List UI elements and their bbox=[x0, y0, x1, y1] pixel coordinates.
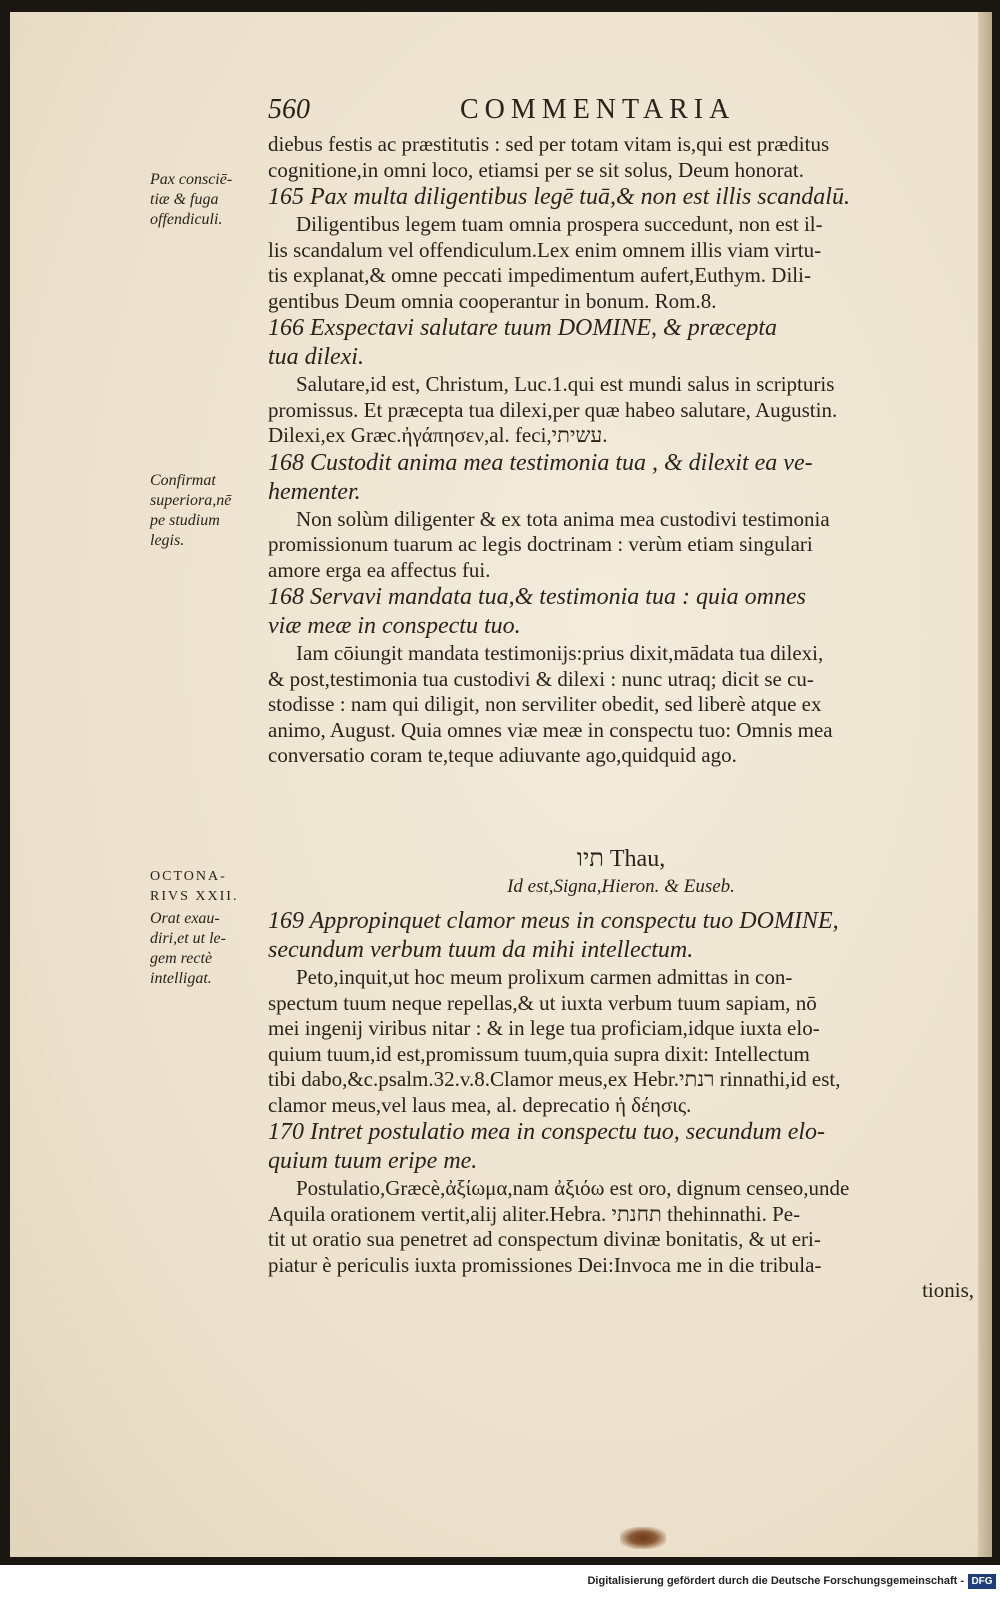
verse-line: hementer. bbox=[268, 478, 361, 505]
text-line: Postulatio,Græcè,ἀξίωμα,nam ἀξιόω est oro, dignum censeo,unde bbox=[296, 1176, 850, 1200]
body-text-block-2 bbox=[268, 907, 974, 1304]
margin-note-line: offendiculi. bbox=[150, 211, 223, 228]
text-line: animo, August. Quia omnes viæ meæ in conspectu tuo: Omnis mea bbox=[268, 717, 833, 742]
text-line: & post,testimonia tua custodivi & dilexi : nunc utraq; dicit se cu- bbox=[268, 666, 814, 691]
text-line: Peto,inquit,ut hoc meum prolixum carmen admittas in con- bbox=[296, 965, 793, 989]
margin-note-line: gem rectè bbox=[150, 950, 213, 967]
section-title: תיו Thau, bbox=[576, 846, 666, 872]
verse-line: secundum verbum tuum da mihi intellectum. bbox=[268, 937, 694, 963]
verse-line: 168 Custodit anima mea testimonia tua , & dilexit ea ve- bbox=[268, 449, 813, 476]
text-line: Diligentibus legem tuam omnia prospera succedunt, non est il- bbox=[296, 212, 823, 236]
margin-note-pax bbox=[150, 170, 268, 230]
text-line: cognitione,in omni loco, etiamsi per se sit solus, Deum honorat. bbox=[268, 157, 805, 182]
margin-note-line: tiæ & fuga bbox=[150, 191, 219, 208]
margin-note-orat bbox=[150, 909, 268, 989]
text-line: tis explanat,& omne peccati impedimentum aufert,Euthym. Dili- bbox=[268, 263, 811, 287]
book-page bbox=[10, 12, 992, 1557]
text-line: diebus festis ac præstitutis : sed per totam vitam is,qui est præditus bbox=[268, 132, 830, 156]
margin-note-line: superiora,nē bbox=[150, 492, 232, 509]
text-line: gentibus Deum omnia cooperantur in bonum. Rom.8. bbox=[268, 288, 717, 313]
verse-line: 166 Exspectavi salutare tuum DOMINE, & præcepta bbox=[268, 315, 778, 341]
margin-note-confirmat bbox=[150, 471, 268, 551]
margin-note-line: Confirmat bbox=[150, 472, 216, 489]
verse-line: viæ meæ in conspectu tuo. bbox=[268, 613, 521, 639]
margin-note-line: Pax consciē- bbox=[150, 171, 233, 188]
text-line: Aquila orationem vertit,alij aliter.Hebra. תחנתי thehinnathi. Pe- bbox=[268, 1201, 801, 1226]
footer-bar bbox=[0, 1565, 1000, 1601]
margin-note-octonarius bbox=[150, 867, 268, 907]
verse-line: 168 Servavi mandata tua,& testimonia tua : quia omnes bbox=[268, 584, 806, 610]
page-edge bbox=[978, 12, 992, 1557]
margin-note-line: OCTONA- bbox=[150, 869, 227, 884]
text-line: piatur è periculis iuxta promissiones Dei:Invoca me in die tribula- bbox=[268, 1252, 822, 1277]
dfg-logo: DFG bbox=[968, 1574, 996, 1589]
text-line: Dilexi,ex Græc.ἠγάπησεν,al. feci,עשיתי. bbox=[268, 423, 608, 447]
text-line: amore erga ea affectus fui. bbox=[268, 557, 491, 582]
verse-line: 170 Intret postulatio mea in conspectu tuo, secundum elo- bbox=[268, 1119, 826, 1145]
text-line: lis scandalum vel offendiculum.Lex enim omnem illis viam virtu- bbox=[268, 237, 822, 262]
text-line: Salutare,id est, Christum, Luc.1.qui est mundi salus in scripturis bbox=[296, 372, 835, 396]
body-text-block-1 bbox=[268, 132, 974, 769]
verse-line: quium tuum eripe me. bbox=[268, 1148, 478, 1174]
text-line: quium tuum,id est,promissum tuum,quia supra dixit: Intellectum bbox=[268, 1041, 810, 1066]
paper-stain bbox=[620, 1527, 666, 1549]
page-header bbox=[260, 94, 980, 134]
verse-line: 165 Pax multa diligentibus legē tuā,& non est illis scandalū. bbox=[268, 184, 850, 210]
text-line: tit ut oratio sua penetret ad conspectum divinæ bonitatis, & ut eri- bbox=[268, 1227, 821, 1251]
margin-note-line: diri,et ut le- bbox=[150, 930, 226, 947]
margin-note-line: RIVS XXII. bbox=[150, 889, 239, 904]
text-line: Non solùm diligenter & ex tota anima mea custodivi testimonia bbox=[296, 506, 830, 531]
section-heading bbox=[268, 844, 974, 900]
text-line: tionis, bbox=[922, 1278, 974, 1302]
margin-note-line: Orat exau- bbox=[150, 910, 220, 927]
verse-line: 169 Appropinquet clamor meus in conspectu tuo DOMINE, bbox=[268, 908, 839, 934]
margin-note-line: pe studium bbox=[150, 512, 220, 529]
verse-line: tua dilexi. bbox=[268, 344, 364, 370]
section-subtitle: Id est,Signa,Hieron. & Euseb. bbox=[507, 876, 735, 897]
running-title: COMMENTARIA bbox=[460, 94, 736, 125]
text-line: promissus. Et præcepta tua dilexi,per quæ habeo salutare, Augustin. bbox=[268, 397, 838, 422]
text-line: stodisse : nam qui diligit, non serviliter obedit, sed liberè atque ex bbox=[268, 692, 822, 716]
text-line: clamor meus,vel laus mea, al. deprecatio ἡ δέησις. bbox=[268, 1092, 692, 1117]
text-line: promissionum tuarum ac legis doctrinam : verùm etiam singulari bbox=[268, 532, 813, 556]
text-line: tibi dabo,&c.psalm.32.v.8.Clamor meus,ex Hebr.רנתי rinnathi,id est, bbox=[268, 1067, 841, 1091]
text-line: spectum tuum neque repellas,& ut iuxta verbum tuum sapiam, nō bbox=[268, 990, 817, 1015]
margin-note-line: legis. bbox=[150, 532, 185, 549]
margin-note-line: intelligat. bbox=[150, 970, 212, 987]
text-line: Iam cōiungit mandata testimonijs:prius dixit,mādata tua dilexi, bbox=[296, 641, 824, 665]
footer-credit: Digitalisierung gefördert durch die Deutsche Forschungsgemeinschaft - bbox=[587, 1575, 964, 1587]
text-line: conversatio coram te,teque adiuvante ago,quidquid ago. bbox=[268, 743, 737, 767]
page-number: 560 bbox=[268, 94, 310, 125]
text-line: mei ingenij viribus nitar : & in lege tua proficiam,idque iuxta elo- bbox=[268, 1016, 820, 1040]
